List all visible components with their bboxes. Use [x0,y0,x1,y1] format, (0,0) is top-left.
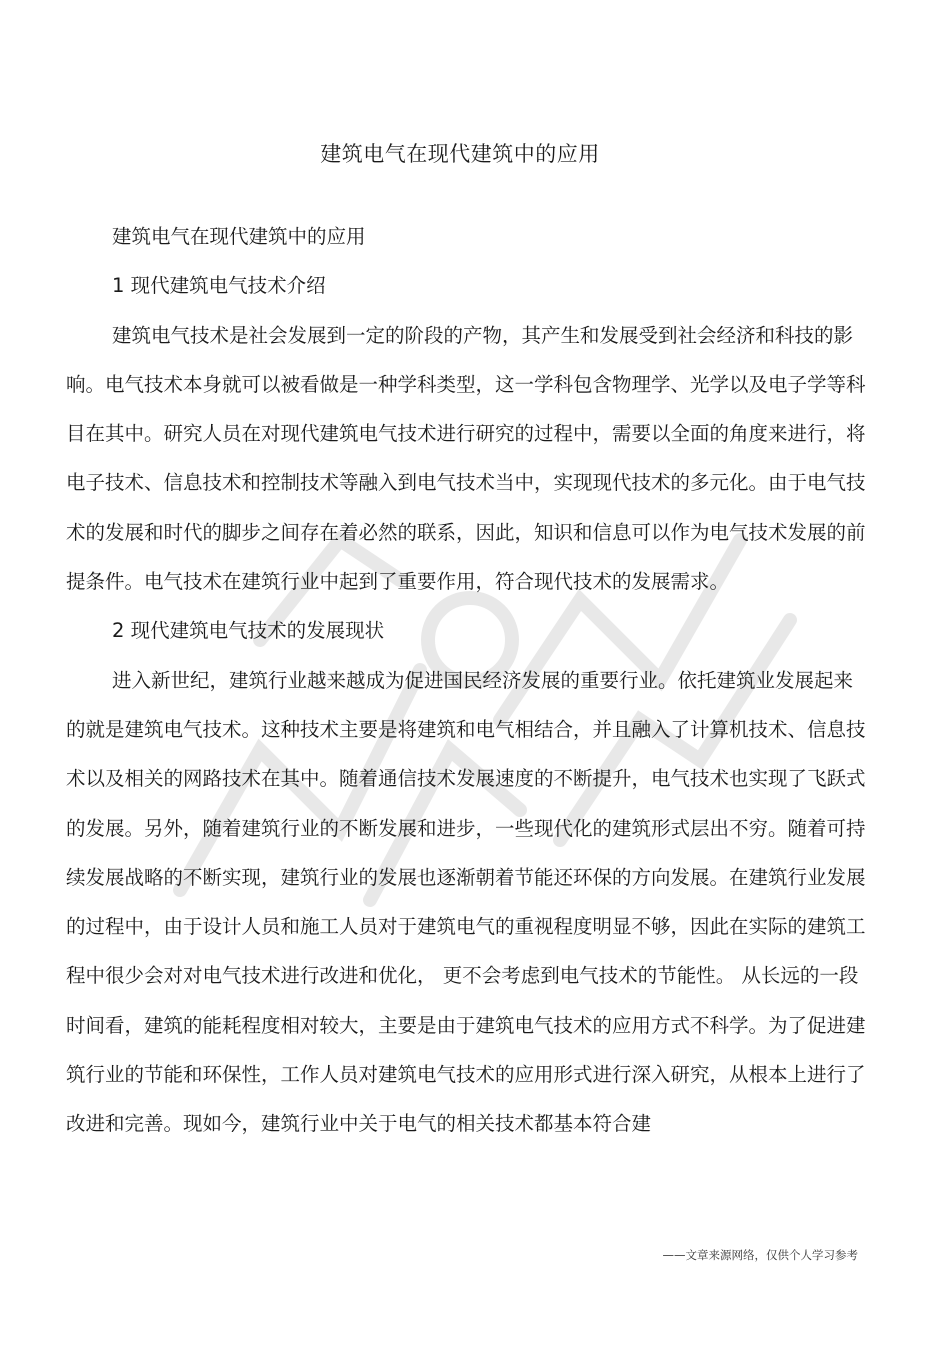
paragraph-subtitle: 建筑电气在现代建筑中的应用 [112,225,366,248]
section-heading-2: 2 现代建筑电气技术的发展现状 [112,619,385,643]
document-title: 建筑电气在现代建筑中的应用 [320,142,600,166]
paragraph-section-1: 建筑电气技术是社会发展到一定的阶段的产物，其产生和发展受到社会经济和科技的影响。电气技术本身就可以被看做是一种学科类型，这一学科包含物理学、光学以及电子学等科目在其中。研究人员在对现代建筑电气技术进行研究的过程中，需要以全面的角度来进行，将电子技术、信息技术和控制技术等融入到电气技术当中，实现现代技术的多元化。由于电气技术的发展和时代的脚步之间存在着必然的联系，因此，知识和信息可以作为电气技术发展的前提条件。电气技术在建筑行业中起到了重要作用，符合现代技术的发展需求。 [66,323,866,594]
footer-source-note: ——文章来源网络，仅供个人学习参考 [662,1248,858,1262]
paragraph-section-2: 进入新世纪，建筑行业越来越成为促进国民经济发展的重要行业。依托建筑业发展起来的就是建筑电气技术。这种技术主要是将建筑和电气相结合，并且融入了计算机技术、信息技术以及相关的网路技术在其中。随着通信技术发展速度的不断提升，电气技术也实现了飞跃式的发展。另外，随着建筑行业的不断发展和进步，一些现代化的建筑形式层出不穷。随着可持续发展战略的不断实现，建筑行业的发展也逐渐朝着节能还环保的方向发展。在建筑行业发展的过程中，由于设计人员和施工人员对于建筑电气的重视程度明显不够，因此在实际的建筑工程中很少会对对电气技术进行改进和优化， 更不会考虑到电气技术的节能性。 从长远的一段时间看，建筑的能耗程度相对较大，主要是由于建筑电气技术的应用方式不科学。为了促进建筑行业的节能和环保性，工作人员对建筑电气技术的应用形式进行深入研究，从根本上进行了改进和完善。现如今，建筑行业中关于电气的相关技术都基本符合建 [66,668,866,1136]
section-heading-1: 1 现代建筑电气技术介绍 [112,274,326,298]
document-body [66,212,866,1149]
